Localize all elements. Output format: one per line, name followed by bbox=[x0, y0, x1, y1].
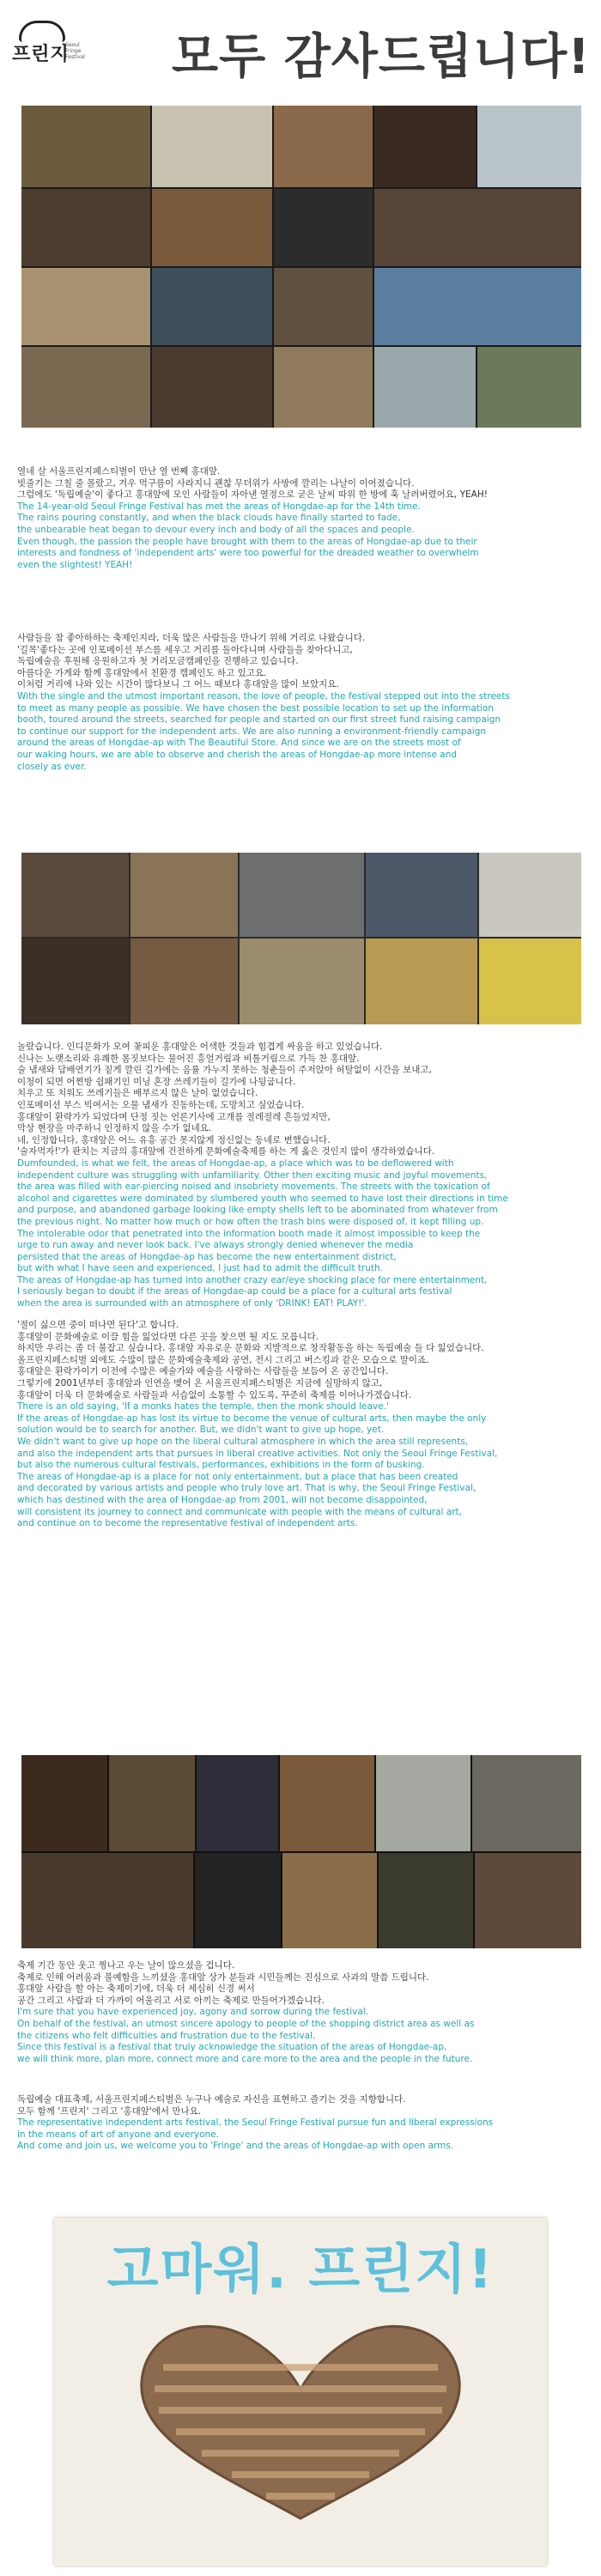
korean-line: 올프린지페스티벌 외에도 수많이 많은 문화예술축제와 공연, 전시 그리고 버스킹과 같은 모습으로 말이죠. bbox=[17, 1354, 429, 1365]
korean-line: 축제 기간 동안 웃고 찡나고 우는 날이 많으셨을 겁니다. bbox=[17, 1960, 235, 1971]
text-section-2 bbox=[17, 633, 584, 773]
english-line: interests and fondness of 'independent arts' were too powerful for the dreaded weather to overwhelm bbox=[17, 548, 479, 559]
english-line: to continue our support for the independent arts. We are also running a environment-friendly campaign bbox=[17, 726, 487, 737]
photo bbox=[21, 189, 150, 266]
english-line: the unbearable heat began to devour every inch and body of all the spaces and people. bbox=[17, 524, 415, 535]
photo bbox=[379, 1853, 473, 1948]
korean-line: 모두 함께 '프린지' 그리고 '홍대앞'에서 만나요. bbox=[17, 2105, 202, 2117]
photo bbox=[21, 1755, 107, 1851]
english-line: and continue on to become the representative festival of independent arts. bbox=[17, 1518, 358, 1529]
photo bbox=[282, 1853, 377, 1948]
photo bbox=[477, 106, 581, 187]
korean-line: 아름다운 가게와 함께 홍대앞에서 친환경 캠페인도 하고 있고요. bbox=[17, 667, 267, 678]
photo bbox=[21, 268, 150, 345]
english-line: closely as ever. bbox=[17, 761, 87, 772]
korean-line: '절이 싫으면 중이 떠나면 된다'고 합니다. bbox=[17, 1320, 179, 1330]
english-line: the citizens who felt difficulties and frustration due to the festival. bbox=[17, 2030, 316, 2041]
english-line: we will think more, plan more, connect more and care more to the area and the people in the future. bbox=[17, 2053, 473, 2064]
korean-line: 홍대앞은 환락가이기 이전에 수많은 예술가와 예술을 사랑하는 사람들을 보듬어 온 공간입니다. bbox=[17, 1366, 389, 1377]
korean-line: 인포메이션 부스 빅여서는 오물 냄새가 진동하는데, 도망치고 싶었습니다. bbox=[17, 1099, 305, 1110]
english-line: our waking hours, we are able to observe and cherish the areas of Hongdae-ap more intense and bbox=[17, 749, 458, 760]
korean-line: 축제로 인해 어려움과 불예함을 느끼셨을 홍대앞 상가 분들과 시민들께는 진심으로 사과의 말씀 드립니다. bbox=[17, 1971, 429, 1983]
english-line: booth, toured around the streets, searched for people and started on our first street fund raising campaign bbox=[17, 714, 501, 726]
korean-line: 빗줄기는 그칠 줄 몰랐고, 겨우 먹구름이 사라지니 괜찮 무더위가 사방에 깔리는 나날이 이어졌습니다. bbox=[17, 477, 415, 489]
fringe-logo bbox=[12, 21, 85, 76]
english-line: solution would be to search for another. But, we didn't want to give up hope, yet. bbox=[17, 1425, 385, 1436]
korean-line: 이청이 되면 어쩐방 쉽패기인 미닝 혼장 쓰레기들이 길가에 나뒹굽니다. bbox=[17, 1076, 296, 1087]
thank-you-poster bbox=[54, 2218, 547, 2566]
korean-line: 막상 현장을 마주하니 인정하지 않을 수가 없네요. bbox=[17, 1123, 212, 1134]
logo-subtext: Seoul Fringe Festival bbox=[65, 42, 85, 60]
photo-graffiti bbox=[374, 268, 581, 345]
english-line: in the means of art of anyone and everyone. bbox=[17, 2129, 219, 2140]
english-line: And come and join us, we welcome you to 'Fringe' and the areas of Hongdae-ap with open arms. bbox=[17, 2141, 454, 2152]
photo bbox=[131, 853, 238, 937]
photo bbox=[21, 853, 129, 937]
english-line: urge to run away and never look back. I've always strongly denied whenever the media bbox=[17, 1240, 414, 1251]
korean-line: 독립예술을 후원해 응원하고자 첫 거리모금캠페인을 진행하고 있습니다. bbox=[17, 656, 299, 667]
photo bbox=[274, 189, 373, 266]
korean-line: 놀랐습니다. 인디문화가 모여 꽃피운 홍대앞은 어색한 것들과 힘겹게 싸움을 하고 있었습니다. bbox=[17, 1042, 383, 1052]
english-line: and purpose, and abandoned garbage looking like empty shells left to be abominated from whatever from bbox=[17, 1205, 498, 1216]
korean-line: 네, 인정합니다, 홍대앞은 어느 유흥 공간 못지않게 정신없는 동네로 변했습니다. bbox=[17, 1134, 331, 1145]
photo bbox=[274, 268, 373, 345]
photo bbox=[21, 1853, 193, 1948]
english-line: the area was filled with ear-piercing noised and insobriety movements. The streets with the toxication of bbox=[17, 1182, 490, 1193]
text-section-3 bbox=[17, 1042, 584, 1310]
photo bbox=[109, 1755, 195, 1851]
poster-title: 고마워. 프린지! bbox=[106, 2238, 495, 2300]
korean-line: 그렇기에 2001년부터 홍대앞과 인연을 맺어 온 서울프린지페스티벌은 지금에 실망하지 않고, bbox=[17, 1377, 383, 1388]
english-line: I'm sure that you have experienced joy, agony and sorrow during the festival. bbox=[17, 2007, 369, 2018]
heart-photo-mosaic bbox=[129, 2312, 472, 2527]
korean-line: 열네 살 서울프린지페스티벌이 만난 열 번째 홍대앞. bbox=[17, 466, 221, 477]
english-line: and also the independent arts that pursues in liberal creative activities. Not only the Seoul Fringe Festival, bbox=[17, 1448, 498, 1459]
photo bbox=[374, 189, 581, 266]
english-line: There is an old saying, 'If a monks hates the temple, then the monk should leave.' bbox=[17, 1401, 389, 1413]
english-line: and decorated by various artists and people who truly love art. That is why, the Seoul Fringe Festival, bbox=[17, 1483, 477, 1494]
photo bbox=[240, 939, 364, 1024]
korean-line: 독립예술 대표축제, 서울프린지페스티벌은 누구나 예술로 자신을 표현하고 즐기는 것을 지향합니다. bbox=[17, 2094, 406, 2105]
photo bbox=[374, 106, 476, 187]
english-line: but with what I have seen and experienced, I just had to admit the difficult truth. bbox=[17, 1263, 383, 1274]
photo-collage-2 bbox=[21, 853, 581, 1024]
text-section-4 bbox=[17, 1320, 584, 1530]
photo bbox=[479, 939, 581, 1024]
logo-text: 프린지 bbox=[12, 44, 70, 65]
korean-line: 하지만 우리는 좀 더 불잡고 싶습니다. 홍대앞 자유로운 문화와 지발적으로 창작활동을 하는 독립예술 들 다 잃었습니다. bbox=[17, 1343, 484, 1354]
photo bbox=[21, 939, 129, 1024]
korean-line: 홍대앞이 더욱 더 문화예술로 사람들과 서슴없이 소통할 수 있도록, 꾸준히 축제를 이어나가겠습니다. bbox=[17, 1389, 412, 1400]
english-line: will consistent its journey to connect and communicate with people with the means of cultural art, bbox=[17, 1506, 462, 1517]
english-line: but also the numerous cultural festivals, performances, exhibitions in the form of busking. bbox=[17, 1460, 425, 1471]
english-line: even the slightest! YEAH! bbox=[17, 559, 133, 570]
header bbox=[0, 0, 601, 94]
photo bbox=[131, 939, 238, 1024]
korean-line: '길목'좋다는 곳에 인포메이션 부스를 세우고 거리를 돌아다니며 사람들을 찾아다니고, bbox=[17, 644, 353, 655]
korean-line: 홍대앞 사람을 할 아는 축제이기에, 더욱 더 세심히 신경 써서 bbox=[17, 1984, 255, 1995]
korean-line: 사람들을 참 좋아하하는 축제인지라, 더욱 많은 사람들을 만나기 위해 거리로 나왔습니다. bbox=[17, 633, 366, 643]
photo bbox=[197, 1755, 278, 1851]
english-line: around the areas of Hongdae-ap with The Beautiful Store. And since we are on the streets most of bbox=[17, 738, 461, 749]
korean-line: 공간 그리고 사람과 더 가까이 어울리고 서로 아끼는 축제로 만들어가겠습니다. bbox=[17, 1995, 325, 2006]
korean-line: 이처럼 거리에 나와 있는 시간이 많다보니 그 어느 때보다 홍대앞을 많이 보았지요. bbox=[17, 679, 339, 690]
english-line: The rains pouring constantly, and when the black clouds have finally started to fade, bbox=[17, 513, 401, 524]
english-line: If the areas of Hongdae-ap has lost its virtue to become the venue of cultural arts, then maybe the only bbox=[17, 1413, 487, 1424]
photo-collage-3 bbox=[21, 1755, 581, 1948]
photo bbox=[374, 347, 476, 428]
photo bbox=[479, 853, 581, 937]
photo bbox=[366, 939, 477, 1024]
korean-line: 그럼에도 '독립예술'이 좋다고 홍대앞에 모인 사람들이 자아낸 열정으로 굳은 날씨 따위 한 방에 훅 날려버렸어요, YEAH! bbox=[17, 489, 488, 501]
photo bbox=[366, 853, 477, 937]
korean-line: '술자먹자!'가 판치는 지금의 홍대앞에 건전하게 문화예술축제를 하는 게 옳은 것인지 많이 생각하였습니다. bbox=[17, 1146, 435, 1157]
english-line: The intolerable odor that penetrated into the information booth made it almost impossible to keep the bbox=[17, 1228, 481, 1239]
english-line: which has destined with the area of Hongdae-ap from 2001, will not become disappointed, bbox=[17, 1494, 428, 1505]
photo bbox=[152, 106, 272, 187]
text-section-6 bbox=[17, 2094, 584, 2153]
photo bbox=[475, 1853, 581, 1948]
korean-line: 치우고 또 치워도 쓰레기들은 배부르지 않은 날이 없었습니다. bbox=[17, 1088, 258, 1099]
english-line: The 14-year-old Seoul Fringe Festival has met the areas of Hongdae-ap for the 14th time. bbox=[17, 501, 421, 512]
korean-line: 술 냄새와 담배연기가 짙게 깔린 길가에는 음률 가누지 못하는 청춘들이 주저앉아 허탈없이 시간을 보내고, bbox=[17, 1065, 432, 1076]
english-line: We didn't want to give up hope on the liberal cultural atmosphere in which the area still represents, bbox=[17, 1436, 469, 1447]
photo bbox=[472, 1755, 581, 1851]
english-line: Dumfounded, is what we felt, the areas of Hongdae-ap, a place which was to be deflowered with bbox=[17, 1157, 454, 1169]
english-line: The areas of Hongdae-ap has turned into another crazy ear/eye shocking place for mere entertainment, bbox=[17, 1274, 488, 1285]
english-line: I seriously began to doubt if the areas of Hongdae-ap could be a place for a cultural arts festival bbox=[17, 1286, 452, 1297]
photo-collage-1 bbox=[21, 106, 581, 428]
photo bbox=[21, 106, 150, 187]
photo bbox=[152, 347, 272, 428]
photo bbox=[274, 347, 373, 428]
photo bbox=[477, 347, 581, 428]
korean-line: 홍대앞이 환락가가 되었다며 단정 짓는 언론기사에 고개를 절레절레 흔들었지만, bbox=[17, 1111, 331, 1122]
photo bbox=[280, 1755, 374, 1851]
english-line: Even though, the passion the people have brought with them to the areas of Hongdae-ap due to their bbox=[17, 536, 477, 547]
english-line: the previous night. No matter how much or how often the trash bins were disposed of, it kept filling up. bbox=[17, 1216, 484, 1227]
text-section-1 bbox=[17, 466, 584, 571]
photo bbox=[152, 268, 272, 345]
english-line: With the single and the utmost important reason, the love of people, the festival stepped out into the streets bbox=[17, 690, 510, 702]
korean-line: 홍대앞이 문화예술로 이끌 힘을 잃었다면 다른 곳을 찾으면 될 지도 모릅니다. bbox=[17, 1331, 319, 1342]
english-line: The representative independent arts festival, the Seoul Fringe Festival pursue fun and liberal expressions bbox=[17, 2117, 494, 2129]
english-line: independent culture was struggling with unfamiliarity. Other then exciting music and joyful movements, bbox=[17, 1170, 488, 1181]
photo bbox=[152, 189, 272, 266]
korean-line: 신나는 노랫소리와 유쾌한 몸짓보다는 물어진 흥얼거림과 비틀거림으로 가득 찬 홍대앞. bbox=[17, 1053, 360, 1064]
english-line: On behalf of the festival, an utmost sincere apology to people of the shopping district area as well as bbox=[17, 2018, 475, 2029]
english-line: The areas of Hongdae-ap is a place for not only entertainment, but a place that has been created bbox=[17, 1471, 458, 1482]
english-line: Since this festival is a festival that truly acknowledge the situation of the areas of Hongdae-ap, bbox=[17, 2042, 447, 2053]
page-title: 모두 감사드립니다! bbox=[172, 29, 591, 85]
photo bbox=[376, 1755, 470, 1851]
photo bbox=[274, 106, 373, 187]
photo bbox=[240, 853, 364, 937]
photo bbox=[21, 347, 150, 428]
photo bbox=[195, 1853, 281, 1948]
english-line: when the area is surrounded with an atmosphere of only 'DRINK! EAT! PLAY!'. bbox=[17, 1298, 367, 1309]
english-line: to meet as many people as possible. We have chosen the best possible location to set up the information bbox=[17, 702, 494, 714]
english-line: persisted that the areas of Hongdae-ap has become the new entertainment district, bbox=[17, 1251, 397, 1262]
english-line: alcohol and cigarettes were dominated by slumbered youth who seemed to have lost their directions in time bbox=[17, 1193, 508, 1204]
text-section-5 bbox=[17, 1960, 584, 2065]
